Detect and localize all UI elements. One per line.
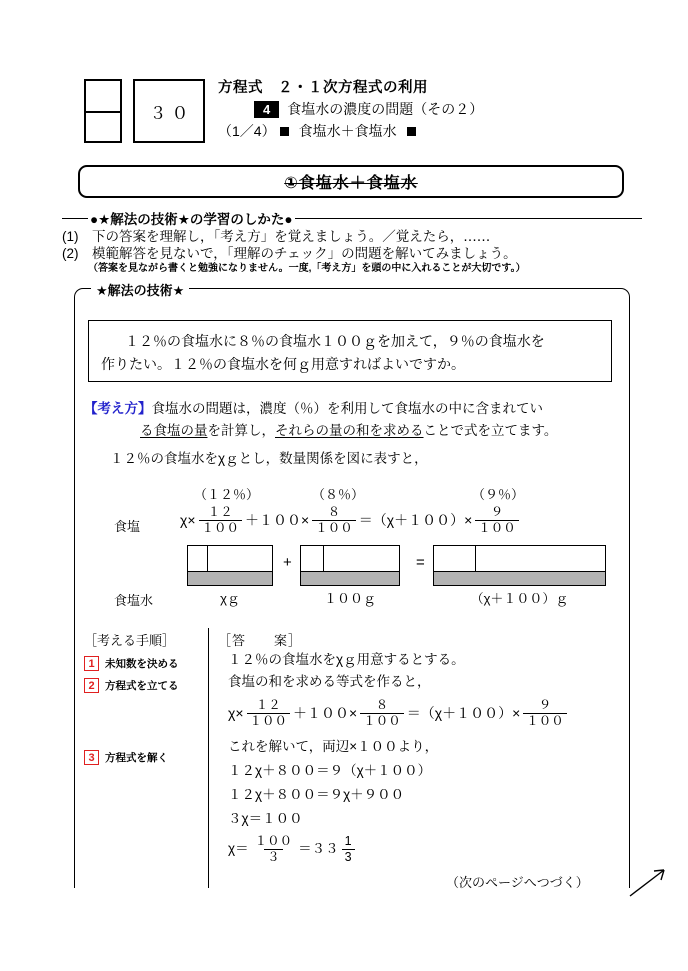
eq-fraction-2-numerator: ８ [327,505,341,519]
problem-statement-box [88,320,612,382]
answer-eq-fraction-3-denominator: １００ [523,713,567,728]
answer-eq-term-2: ＋１００× [293,705,358,721]
bar-operator-plus: + [283,554,292,571]
answer-eq-term-3: ＝（χ＋１００）× [406,705,521,721]
solution-5-fraction-a-denominator: ３ [264,849,283,864]
answer-equation [218,699,618,727]
bar-a-caption: χｇ [220,591,240,606]
percent-label-b: （８％） [312,487,365,502]
bar-b-caption: １００ｇ [323,591,376,606]
technique-panel-legend: ★解法の技術★ [91,280,189,299]
how-to-study-block [62,208,642,276]
grade-checkbox [84,79,122,143]
bar-b-salt-region [301,571,399,585]
bar-c-salt-region [434,571,605,585]
how-to-item-1: (1) 下の答案を理解し，「考え方」を覚えましょう。／覚えたら，‥‥‥ [62,229,491,244]
section-subtitle: 食塩水＋食塩水 [298,123,397,139]
answer-eq-fraction-2-numerator: ８ [375,698,389,712]
percent-label-row [84,484,624,502]
step-1-label: 未知数を決める [105,658,179,670]
bar-a-salt-region [188,571,272,585]
section-title-bar [78,165,624,198]
answer-eq-fraction-1 [247,699,291,727]
idea-line-2-mid: を計算し， [207,423,275,438]
problem-line-1: １２％の食塩水に８％の食塩水１００ｇを加えて，９％の食塩水を [125,333,545,349]
sheet-number-box [133,79,205,143]
eq-fraction-2-denominator: １００ [312,520,356,535]
page-ratio-line [218,120,678,142]
answer-eq-term-1: χ× [228,705,244,721]
bar-operator-equals: = [416,554,425,571]
answer-eq-fraction-3-numerator: ９ [538,698,552,712]
unit-title: 方程式 ２・１次方程式の利用 [218,80,428,96]
step-3-label: 方程式を解く [105,752,168,764]
solution-line-2: １２χ＋８００＝９（χ＋１００） [228,763,432,778]
step-3-number: 3 [84,750,99,765]
how-to-study-heading [62,208,642,228]
heading-rule-left [62,218,88,219]
grade-checkbox-divider [86,111,120,113]
bar-c-caption: （χ＋１００）ｇ [470,591,569,606]
idea-line-1 [84,398,624,420]
eq-fraction-1 [199,506,243,534]
salt-equation [180,506,522,534]
step-item-1 [84,656,204,671]
idea-block [84,398,624,470]
step-2-number: 2 [84,678,99,693]
step-2-label: 方程式を立てる [105,680,179,692]
idea-line-1-text: 食塩水の問題は，濃度（％）を利用して食塩水の中に含まれてい [151,401,543,416]
eq-fraction-3 [475,506,519,534]
solution-line-3: １２χ＋８００＝９χ＋９００ [228,787,405,802]
eq-term-1: χ× [180,512,196,528]
solution-line-5 [228,835,618,863]
step-1-number: 1 [84,656,99,671]
square-bullet-left-icon [280,127,289,136]
sheet-number: ３０ [149,103,194,123]
idea-line-2-end: ことで式を立てます。 [423,423,558,438]
square-bullet-right-icon [407,127,416,136]
page-ratio: （1／4） [218,123,276,139]
answer-line-2: 食塩の和を求める等式を作ると， [228,674,431,689]
idea-line-3: １２％の食塩水をχｇとし，数量関係を図に表すと， [110,451,428,466]
answer-eq-fraction-1-numerator: １２ [255,698,281,712]
bar-diagram-b [300,545,400,586]
continue-note: （次のページへつづく） [446,875,589,890]
eq-fraction-1-numerator: １２ [207,505,233,519]
header-text-block [218,78,678,142]
how-to-item-2: (2) 模範解答を見ないで，「理解のチェック」の問題を解いてみましょう。 [62,246,517,261]
how-to-study-heading-text: ●★解法の技術★の学習のしかた● [90,212,293,227]
percent-label-a: （１２％） [194,487,260,502]
solution-5-prefix: χ＝ [228,841,249,856]
idea-line-2 [84,420,624,442]
problem-line-2: 作りたい。１２％の食塩水を何ｇ用意すればよいですか。 [101,356,465,372]
solution-5-fraction-a [252,835,296,863]
how-to-note: （答案を見ながら書くと勉強になりません。一度,「考え方」を頭の中に入れることが大切です。） [88,263,526,274]
bar-diagram-a [187,545,273,586]
answer-column [218,630,618,863]
chapter-number-chip: 4 [254,101,279,118]
section-title-text: ①食塩水＋食塩水 [284,175,418,192]
solution-line-4: ３χ＝１００ [228,811,303,826]
solution-line-1: これを解いて，両辺×１００より， [228,739,439,754]
answer-line-1: １２％の食塩水をχｇ用意するとする。 [228,652,465,667]
steps-column [84,630,204,765]
solution-5-fraction-b-numerator: 1 [344,834,352,848]
heading-rule-right [295,218,642,219]
eq-fraction-3-numerator: ９ [490,505,504,519]
chapter-line [218,98,678,120]
answer-heading: ［答 案］ [218,633,303,648]
idea-underline-1: る食塩の量 [140,423,208,438]
step-item-3 [84,750,204,765]
steps-heading: ［考える手順］ [84,633,176,648]
salt-row-label: 食塩 [114,519,141,534]
eq-term-3: ＝（χ＋１００）× [358,512,473,528]
water-row-label: 食塩水 [114,593,154,608]
eq-fraction-2 [312,506,356,534]
solution-5-middle: ＝３３ [298,841,339,856]
eq-term-2: ＋１００× [245,512,310,528]
percent-label-c: （９％） [472,487,525,502]
solution-5-fraction-a-numerator: １００ [254,834,293,848]
idea-underline-2: それらの量の和を求める [275,423,424,438]
eq-fraction-1-denominator: １００ [199,520,243,535]
concentration-diagram [84,484,624,606]
answer-eq-fraction-3 [523,699,567,727]
idea-tag: 【考え方】 [84,401,152,416]
chapter-title: 食塩水の濃度の問題（その２） [287,101,484,117]
answer-eq-fraction-2-denominator: １００ [360,713,404,728]
answer-eq-fraction-2 [360,699,404,727]
answer-solution-steps [218,735,618,863]
steps-answer-divider [208,628,209,888]
bar-diagram-c [433,545,606,586]
solution-5-fraction-b-denominator: 3 [342,849,355,864]
eq-fraction-3-denominator: １００ [475,520,519,535]
step-item-2 [84,678,204,693]
solution-5-fraction-b [342,835,355,863]
next-page-arrow-icon [628,862,672,900]
answer-eq-fraction-1-denominator: １００ [247,713,291,728]
